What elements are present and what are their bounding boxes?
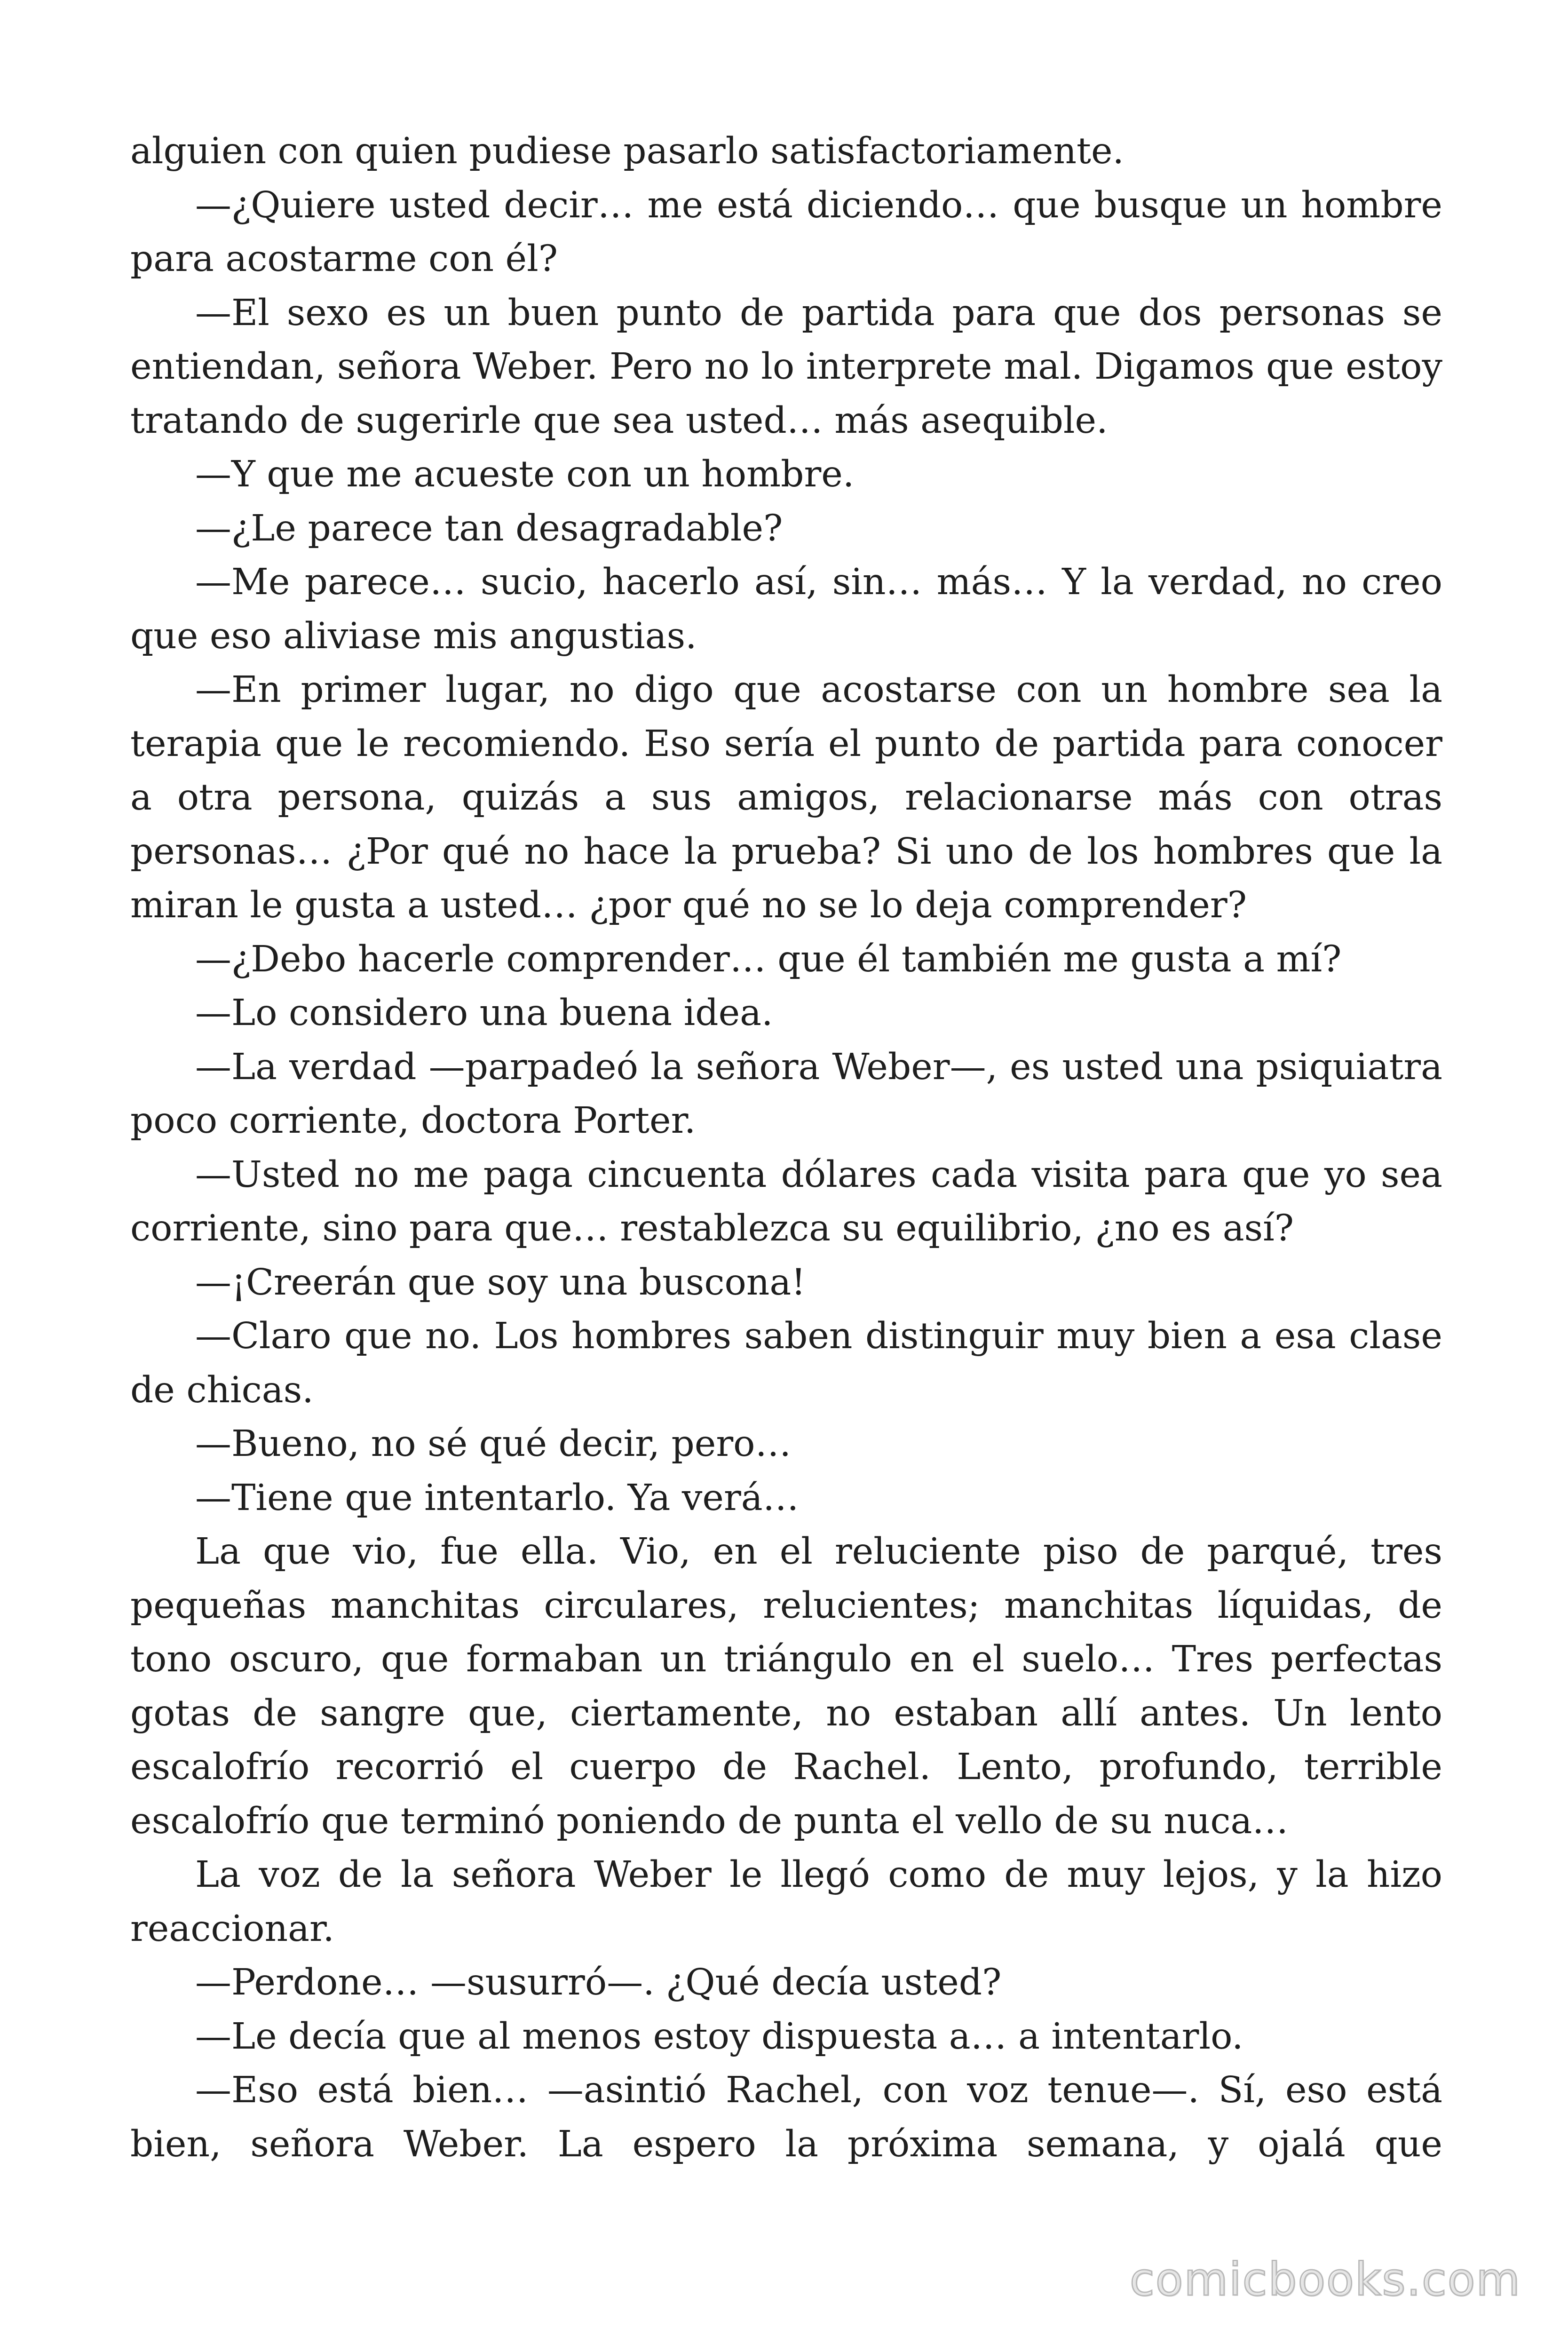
paragraph: —Eso está bien… —asintió Rachel, con voz tenue—. Sí, eso está bien, señora Weber. La espero la próxima semana, y ojalá que: [130, 2069, 1442, 2165]
paragraph: —En primer lugar, no digo que acostarse con un hombre sea la terapia que le recomiendo. Eso sería el punto de partida para conocer a otra persona, quizás a sus amigos, relacionarse más con otras personas… ¿Por qué no hace la prueba? Si uno de los hombres que la miran le gusta a usted… ¿por qué no se lo deja comprender?: [130, 669, 1442, 926]
paragraph: —¿Quiere usted decir… me está diciendo… que busque un hombre para acostarme con él?: [130, 184, 1442, 280]
paragraph: La que vio, fue ella. Vio, en el reluciente piso de parqué, tres pequeñas manchitas circulares, relucientes; manchitas líquidas, de tono oscuro, que formaban un triángulo en el suelo… Tres perfectas gotas de sangre que, ciertamente, no estaban allí antes. Un lento escalofrío recorrió el cuerpo de Rachel. Lento, profundo, terrible escalofrío que terminó poniendo de punta el vello de su nuca…: [130, 1531, 1442, 1842]
page-body-text: [130, 125, 1442, 2171]
paragraph: alguien con quien pudiese pasarlo satisfactoriamente.: [130, 130, 1125, 172]
paragraph: —Le decía que al menos estoy dispuesta a… a intentarlo.: [195, 2015, 1243, 2058]
paragraph: —Claro que no. Los hombres saben distinguir muy bien a esa clase de chicas.: [130, 1315, 1442, 1411]
paragraph: —¿Debo hacerle comprender… que él también me gusta a mí?: [195, 938, 1342, 980]
paragraph: —¿Le parece tan desagradable?: [195, 507, 783, 549]
paragraph: —Me parece… sucio, hacerlo así, sin… más… Y la verdad, no creo que eso aliviase mis angustias.: [130, 561, 1442, 657]
paragraph: —El sexo es un buen punto de partida para que dos personas se entiendan, señora Weber. Pero no lo interprete mal. Digamos que estoy tratando de sugerirle que sea usted… más asequible.: [130, 292, 1442, 442]
paragraph: —Y que me acueste con un hombre.: [195, 453, 855, 495]
paragraph: —La verdad —parpadeó la señora Weber—, es usted una psiquiatra poco corriente, doctora Porter.: [130, 1046, 1442, 1142]
paragraph: —Tiene que intentarlo. Ya verá…: [195, 1477, 799, 1519]
paragraph: —Bueno, no sé qué decir, pero…: [195, 1423, 792, 1465]
paragraph: —Lo considero una buena idea.: [195, 992, 773, 1034]
paragraph: La voz de la señora Weber le llegó como de muy lejos, y la hizo reaccionar.: [130, 1854, 1442, 1950]
paragraph: —¡Creerán que soy una buscona!: [195, 1261, 806, 1303]
paragraph: —Perdone… —susurró—. ¿Qué decía usted?: [195, 1962, 1002, 2003]
watermark: comicbooks.com: [1129, 2253, 1521, 2306]
paragraph: —Usted no me paga cincuenta dólares cada visita para que yo sea corriente, sino para que… restablezca su equilibrio, ¿no es así?: [130, 1153, 1442, 1249]
